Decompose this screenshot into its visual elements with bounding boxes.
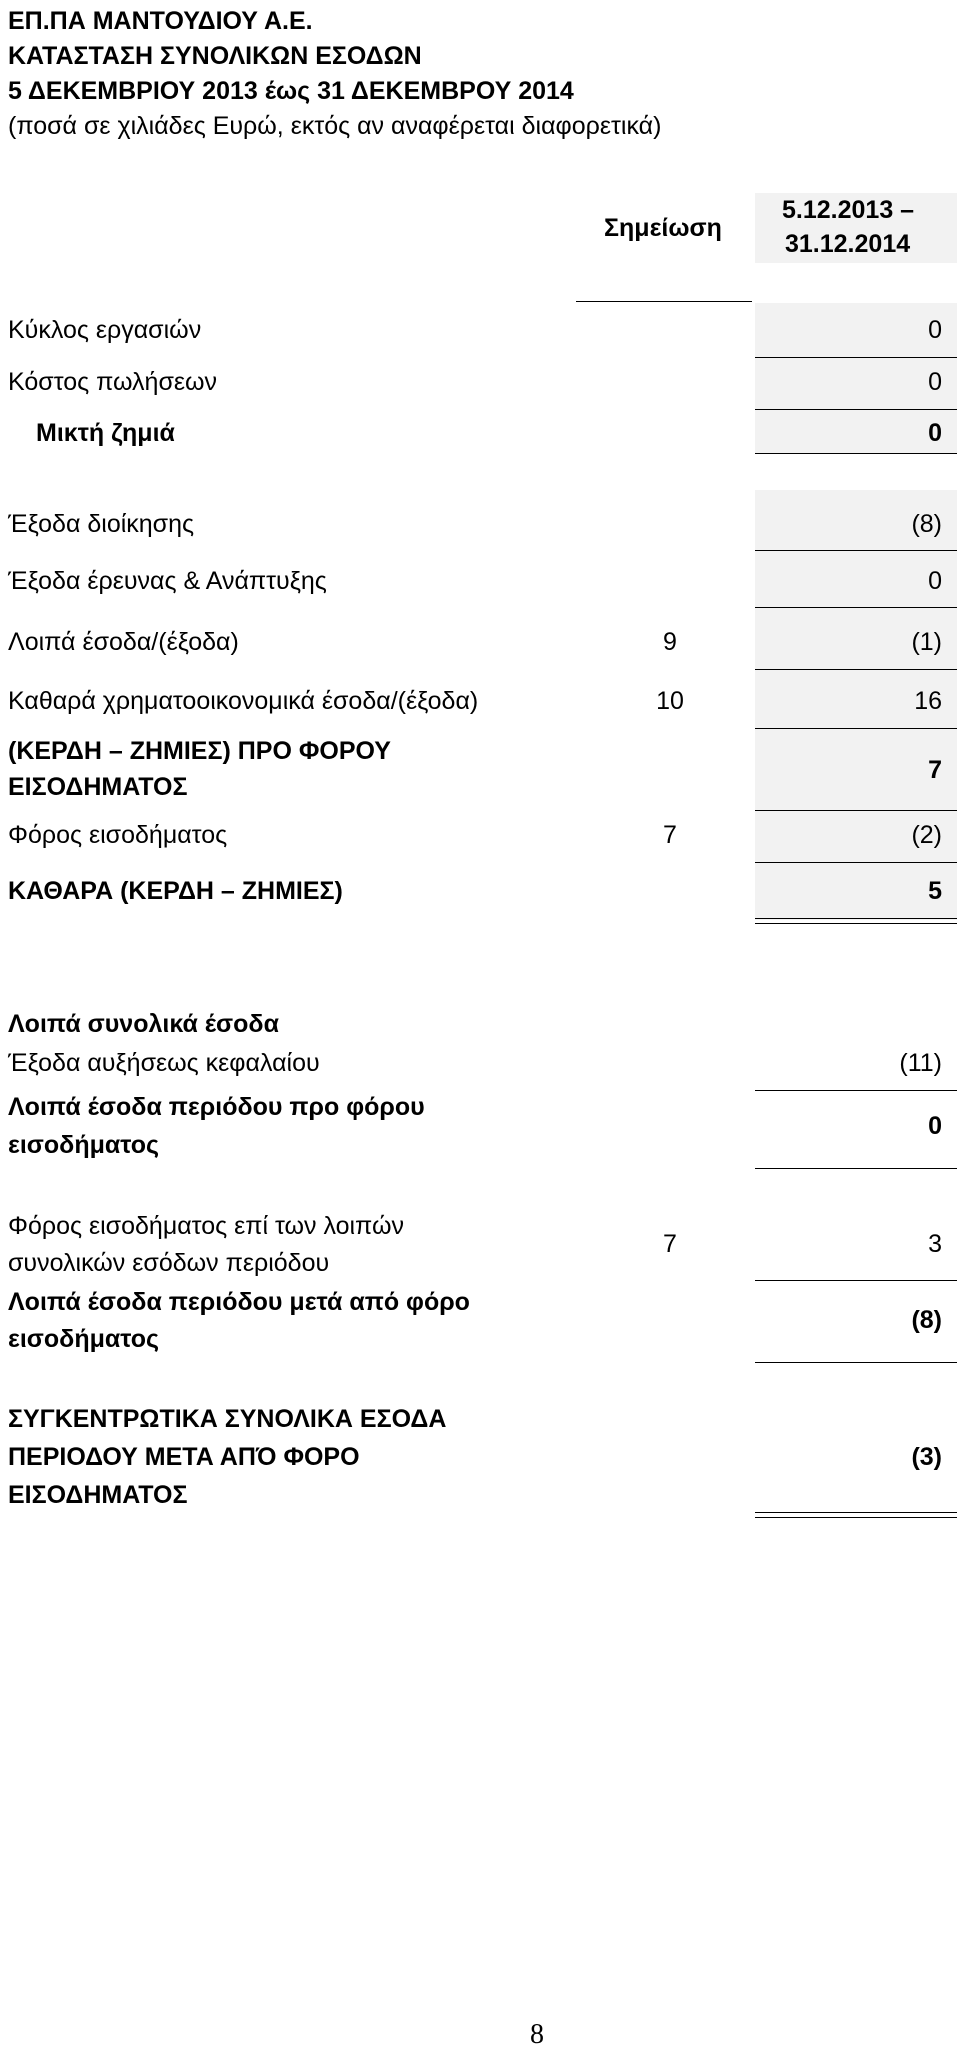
oci-value-before-tax: 0 (928, 1112, 942, 1140)
row-note-other-income: 9 (663, 628, 677, 656)
oci-value-total: (3) (911, 1443, 942, 1471)
document-header (8, 4, 908, 144)
row-value-gross-loss: 0 (928, 419, 942, 447)
row-label-cost-of-sales: Κόστος πωλήσεων (8, 368, 218, 396)
row-divider (755, 728, 957, 729)
row-label-profit-before-tax-1: (ΚΕΡΔΗ – ΖΗΜΙΕΣ) ΠΡΟ ΦΟΡΟΥ (8, 737, 391, 765)
row-divider (755, 1090, 957, 1091)
row-value-net-result: 5 (928, 877, 942, 905)
row-value-profit-before-tax: 7 (928, 756, 942, 784)
period-column-line1: 5.12.2013 – (782, 196, 915, 224)
oci-note-tax: 7 (663, 1230, 677, 1258)
row-value-finance-income: 16 (914, 687, 942, 715)
row-note-income-tax: 7 (663, 821, 677, 849)
row-value-revenue: 0 (928, 316, 942, 344)
row-divider (755, 669, 957, 670)
oci-value-tax: 3 (928, 1230, 942, 1258)
row-value-cost-of-sales: 0 (928, 368, 942, 396)
oci-label-after-tax-2: εισοδήματος (8, 1325, 160, 1353)
oci-label-before-tax-2: εισοδήματος (8, 1131, 160, 1159)
row-value-other-income: (1) (911, 628, 942, 656)
statement-title: ΚΑΤΑΣΤΑΣΗ ΣΥΝΟΛΙΚΩΝ ΕΣΟΔΩΝ (8, 42, 422, 70)
row-label-finance-income: Καθαρά χρηματοοικονομικά έσοδα/(έξοδα) (8, 687, 479, 715)
row-label-gross-loss: Μικτή ζημιά (36, 419, 175, 447)
row-divider (755, 862, 957, 863)
oci-label-after-tax-1: Λοιπά έσοδα περιόδου μετά από φόρο (8, 1288, 470, 1316)
row-label-other-income: Λοιπά έσοδα/(έξοδα) (8, 628, 239, 656)
oci-label-tax-1: Φόρος εισοδήματος επί των λοιπών (8, 1212, 404, 1240)
row-divider (755, 1362, 957, 1363)
row-label-admin-expenses: Έξοδα διοίκησης (8, 510, 195, 538)
period-column-header (755, 193, 957, 263)
oci-title: Λοιπά συνολικά έσοδα (8, 1010, 279, 1038)
row-label-revenue: Κύκλος εργασιών (8, 316, 202, 344)
oci-value-capital-increase: (11) (899, 1049, 942, 1077)
row-divider (755, 453, 957, 454)
units-note: (ποσά σε χιλιάδες Ευρώ, εκτός αν αναφέρεται διαφορετικά) (8, 112, 662, 140)
row-divider (755, 607, 957, 608)
row-divider (755, 550, 957, 551)
page-number: 8 (530, 2019, 544, 2050)
row-divider (755, 810, 957, 811)
note-column-rule (576, 301, 752, 302)
period-column-line2: 31.12.2014 (785, 230, 911, 258)
row-double-rule (755, 918, 957, 924)
row-divider (755, 1168, 957, 1169)
row-divider (755, 357, 957, 358)
row-note-finance-income: 10 (656, 687, 684, 715)
row-divider (755, 409, 957, 410)
note-column-header: Σημείωση (604, 214, 722, 242)
row-divider (755, 1280, 957, 1281)
row-label-rnd-expenses: Έξοδα έρευνας & Ανάπτυξης (8, 567, 327, 595)
row-label-profit-before-tax-2: ΕΙΣΟΔΗΜΑΤΟΣ (8, 773, 188, 801)
row-label-net-result: ΚΑΘΑΡΑ (ΚΕΡΔΗ – ΖΗΜΙΕΣ) (8, 877, 343, 905)
oci-label-before-tax-1: Λοιπά έσοδα περιόδου προ φόρου (8, 1093, 425, 1121)
oci-label-total-2: ΠΕΡΙΟΔΟΥ ΜΕΤΑ ΑΠΌ ΦΟΡΟ (8, 1443, 360, 1471)
row-double-rule (755, 1512, 957, 1518)
oci-label-capital-increase: Έξοδα αυξήσεως κεφαλαίου (8, 1049, 320, 1077)
row-value-rnd-expenses: 0 (928, 567, 942, 595)
company-name: ΕΠ.ΠΑ ΜΑΝΤΟΥΔΙΟΥ Α.Ε. (8, 7, 313, 35)
row-value-income-tax: (2) (911, 821, 942, 849)
statement-period: 5 ΔΕΚΕΜΒΡΙΟΥ 2013 έως 31 ΔΕΚΕΜΒΡΟΥ 2014 (8, 77, 574, 105)
row-value-admin-expenses: (8) (911, 510, 942, 538)
row-label-income-tax: Φόρος εισοδήματος (8, 821, 228, 849)
oci-value-after-tax: (8) (911, 1306, 942, 1334)
oci-label-tax-2: συνολικών εσόδων περιόδου (8, 1249, 330, 1277)
oci-label-total-3: ΕΙΣΟΔΗΜΑΤΟΣ (8, 1481, 188, 1509)
oci-label-total-1: ΣΥΓΚΕΝΤΡΩΤΙΚΑ ΣΥΝΟΛΙΚΑ ΕΣΟΔΑ (8, 1405, 447, 1433)
